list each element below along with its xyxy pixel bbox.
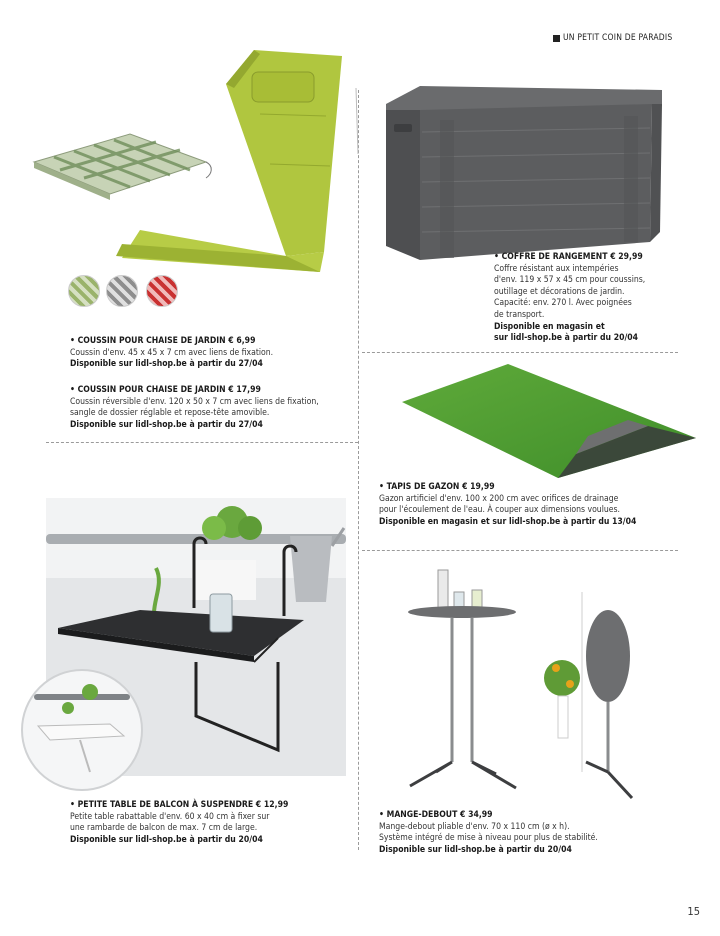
cushion-small-block [70,336,355,371]
divider-left-1 [46,442,358,443]
storage-box-image [380,82,666,264]
storage-box-title: • COFFRE DE RANGEMENT € 29,99 [494,252,643,262]
divider-right-2 [362,550,678,551]
high-table-desc-1: Mange-debout pliable d'env. 70 x 110 cm (ø x h). [379,821,570,832]
swatch-grey-plaid[interactable] [106,275,138,307]
high-table-availability: Disponible sur lidl-shop.be à partir du 20/04 [379,844,572,855]
storage-box-desc-2: d'env. 119 x 57 x 45 cm pour coussins, [494,275,646,286]
balcony-table-desc-2: une rambarde de balcon de max. 7 cm de large. [70,823,258,834]
swatch-green-plaid[interactable] [68,275,100,307]
grass-mat-block [379,482,679,528]
divider-right-1 [362,352,678,353]
grass-mat-desc-1: Gazon artificiel d'env. 100 x 200 cm avec orifices de drainage [379,493,619,504]
balcony-table-title: • PETITE TABLE DE BALCON À SUSPENDRE € 12,99 [70,800,289,810]
grass-mat-image [398,362,698,482]
storage-box-desc-1: Coffre résistant aux intempéries [494,263,619,274]
swatch-red-plaid[interactable] [146,275,178,307]
page-number: 15 [687,905,700,918]
balcony-table-desc-1: Petite table rabattable d'env. 60 x 40 cm à fixer sur [70,811,270,822]
cushion-large-block [70,385,355,431]
high-table-desc-2: Système intégré de mise à niveau pour plus de stabilité. [379,833,598,844]
cushion-large-desc-2: sangle de dossier réglable et repose-tête amovible. [70,408,270,419]
grass-mat-title: • TAPIS DE GAZON € 19,99 [379,482,495,492]
section-header-label: UN PETIT COIN DE PARADIS [563,33,673,43]
section-header [553,33,672,43]
cushion-small-desc: Coussin d'env. 45 x 45 x 7 cm avec liens de fixation. [70,347,274,358]
storage-box-desc-5: de transport. [494,309,545,320]
balcony-table-availability: Disponible sur lidl-shop.be à partir du 20/04 [70,834,263,845]
storage-box-block [494,252,674,345]
storage-box-availability-1: Disponible en magasin et [494,321,605,332]
storage-box-desc-3: outillage et décorations de jardin. [494,286,625,297]
garden-cushion-image [30,44,360,276]
plaid-cushion-image [34,134,211,200]
grass-mat-desc-2: pour l'écoulement de l'eau. À couper aux dimensions voulues. [379,505,620,516]
high-table-block [379,810,679,856]
balcony-table-inset-image [20,668,144,792]
high-table-title: • MANGE-DEBOUT € 34,99 [379,810,493,820]
square-bullet-icon [553,35,560,42]
balcony-table-block [70,800,355,846]
cushion-large-title: • COUSSIN POUR CHAISE DE JARDIN € 17,99 [70,385,261,395]
cushion-small-availability: Disponible sur lidl-shop.be à partir du 27/04 [70,359,263,370]
cushion-small-title: • COUSSIN POUR CHAISE DE JARDIN € 6,99 [70,336,256,346]
storage-box-desc-4: Capacité: env. 270 l. Avec poignées [494,298,632,309]
storage-box-availability-2: sur lidl-shop.be à partir du 20/04 [494,333,639,344]
cushion-large-desc-1: Coussin réversible d'env. 120 x 50 x 7 cm avec liens de fixation, [70,396,319,407]
cushion-large-availability: Disponible sur lidl-shop.be à partir du 27/04 [70,419,263,430]
grass-mat-availability: Disponible en magasin et sur lidl-shop.be à partir du 13/04 [379,516,637,527]
high-table-image [396,562,678,808]
